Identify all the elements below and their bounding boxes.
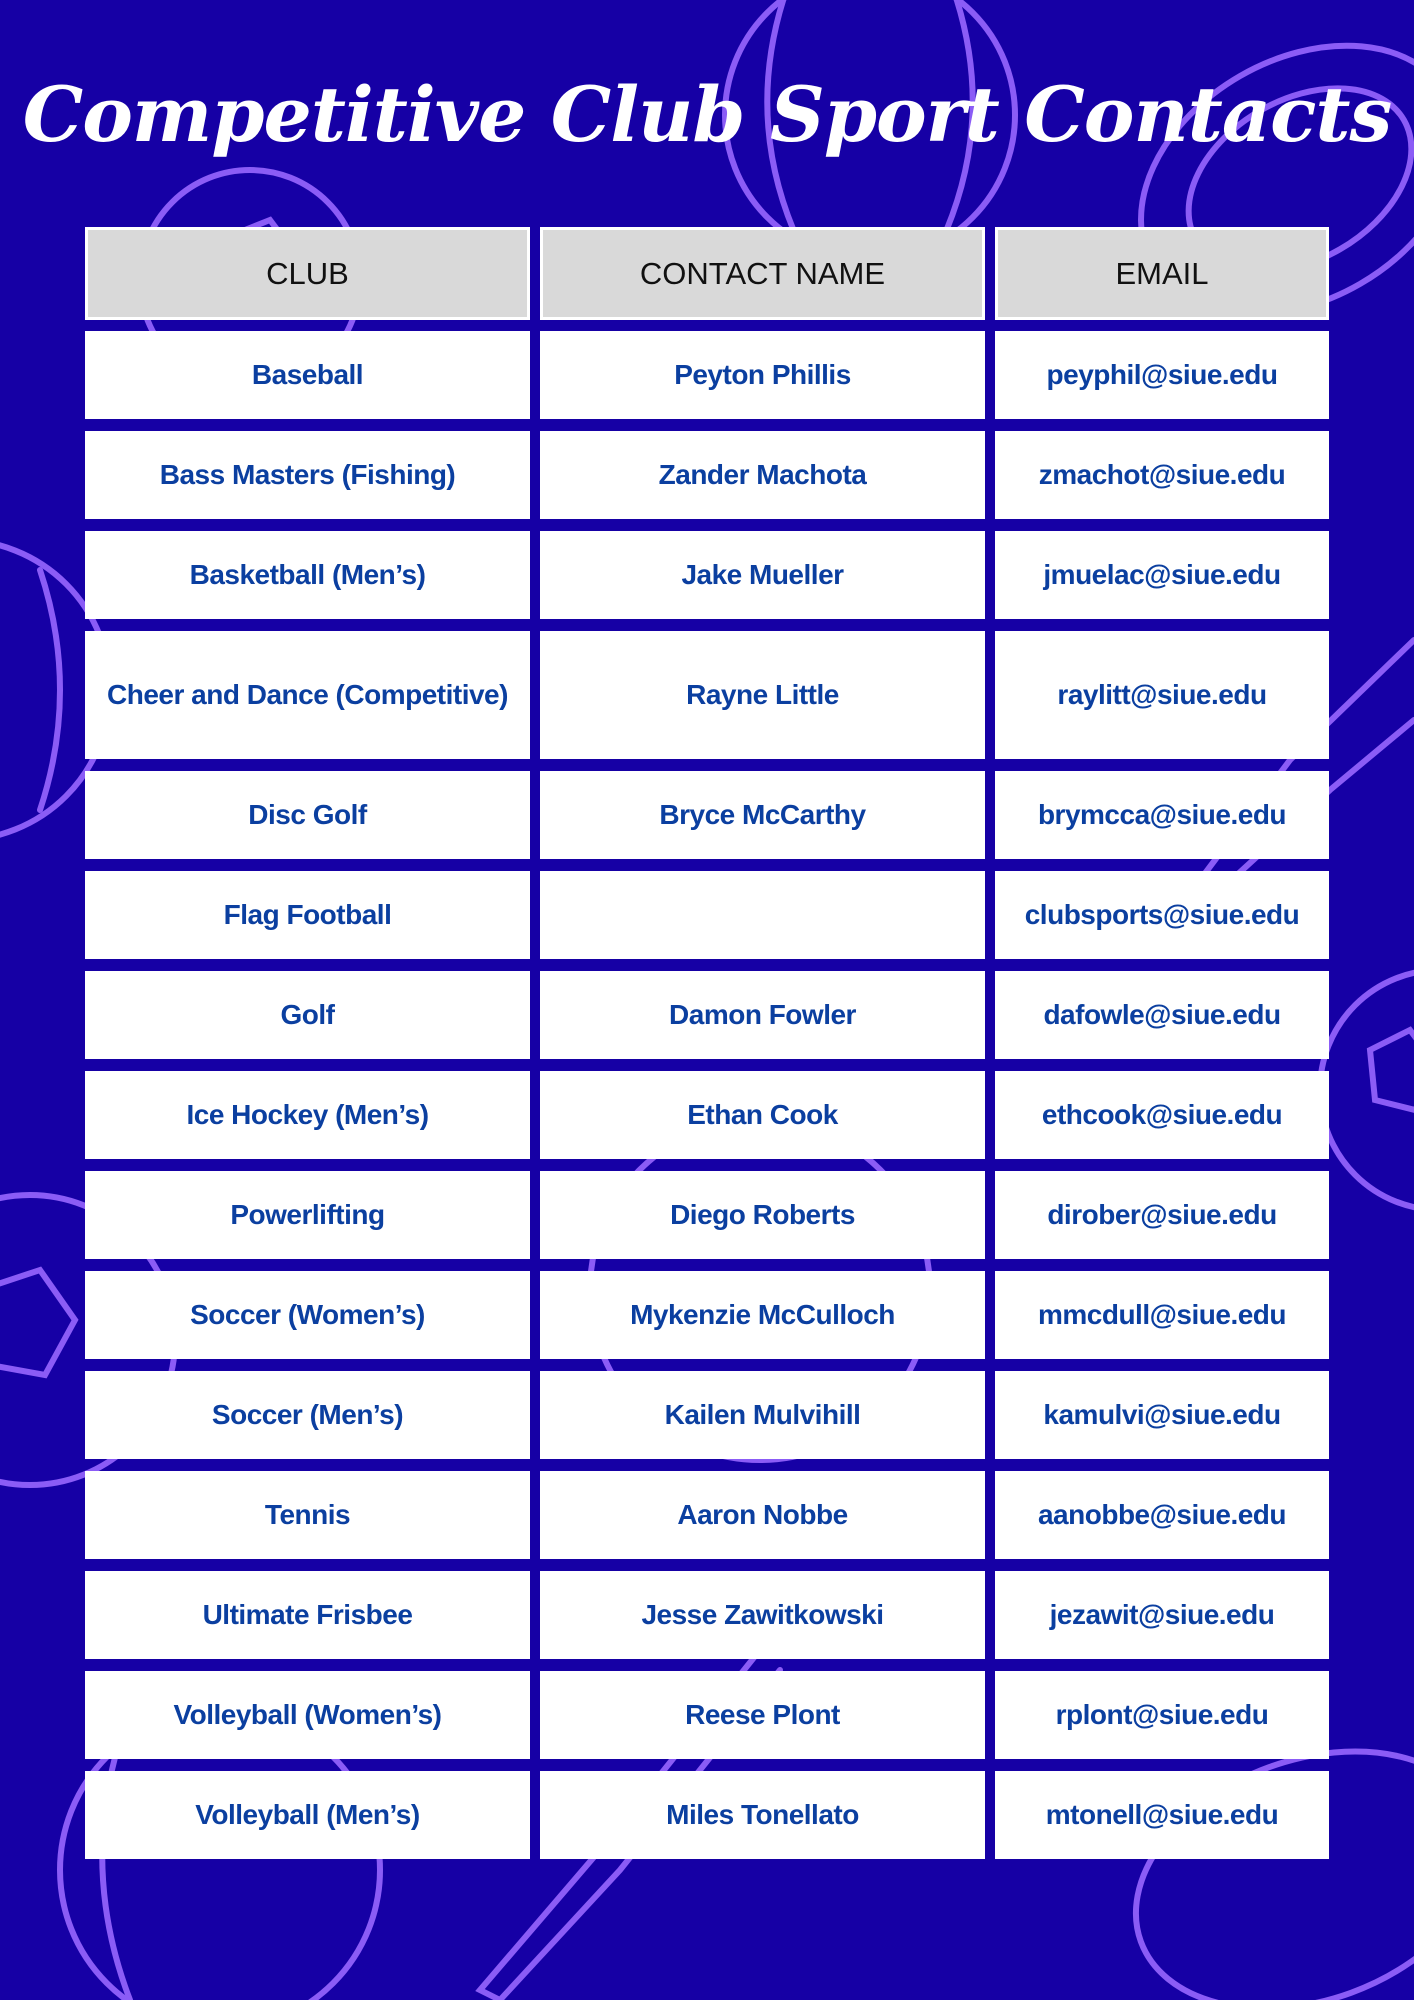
contact-name-cell: Miles Tonellato — [540, 1771, 985, 1859]
table-row — [85, 771, 1329, 859]
header-club: CLUB — [85, 227, 530, 320]
club-cell: Flag Football — [85, 871, 530, 959]
table-row — [85, 1371, 1329, 1459]
club-cell: Volleyball (Women’s) — [85, 1671, 530, 1759]
club-cell: Ultimate Frisbee — [85, 1571, 530, 1659]
soccer-ball-icon — [1320, 970, 1414, 1210]
contact-name-cell: Damon Fowler — [540, 971, 985, 1059]
table-row — [85, 971, 1329, 1059]
table-row — [85, 871, 1329, 959]
table-row — [85, 431, 1329, 519]
table-row — [85, 531, 1329, 619]
email-cell: raylitt@siue.edu — [995, 631, 1329, 759]
contact-name-cell: Kailen Mulvihill — [540, 1371, 985, 1459]
club-cell: Tennis — [85, 1471, 530, 1559]
email-cell: dafowle@siue.edu — [995, 971, 1329, 1059]
contact-name-cell: Jesse Zawitkowski — [540, 1571, 985, 1659]
table-row — [85, 1571, 1329, 1659]
table-row — [85, 1071, 1329, 1159]
table-header-row — [85, 227, 1329, 320]
club-cell: Soccer (Men’s) — [85, 1371, 530, 1459]
contact-name-cell: Rayne Little — [540, 631, 985, 759]
email-cell: jmuelac@siue.edu — [995, 531, 1329, 619]
email-cell: jezawit@siue.edu — [995, 1571, 1329, 1659]
email-cell: zmachot@siue.edu — [995, 431, 1329, 519]
email-cell: aanobbe@siue.edu — [995, 1471, 1329, 1559]
email-cell: rplont@siue.edu — [995, 1671, 1329, 1759]
contact-name-cell — [540, 871, 985, 959]
page-title: Competitive Club Sport Contacts — [22, 70, 1392, 159]
club-cell: Soccer (Women’s) — [85, 1271, 530, 1359]
email-cell: clubsports@siue.edu — [995, 871, 1329, 959]
club-cell: Basketball (Men’s) — [85, 531, 530, 619]
club-cell: Bass Masters (Fishing) — [85, 431, 530, 519]
club-cell: Volleyball (Men’s) — [85, 1771, 530, 1859]
contact-name-cell: Diego Roberts — [540, 1171, 985, 1259]
table-row — [85, 631, 1329, 759]
table-row — [85, 1271, 1329, 1359]
header-contact-name: CONTACT NAME — [540, 227, 985, 320]
email-cell: brymcca@siue.edu — [995, 771, 1329, 859]
contact-name-cell: Mykenzie McCulloch — [540, 1271, 985, 1359]
contact-name-cell: Ethan Cook — [540, 1071, 985, 1159]
table-row — [85, 331, 1329, 419]
club-cell: Disc Golf — [85, 771, 530, 859]
email-cell: peyphil@siue.edu — [995, 331, 1329, 419]
contact-name-cell: Zander Machota — [540, 431, 985, 519]
contact-name-cell: Bryce McCarthy — [540, 771, 985, 859]
contact-name-cell: Reese Plont — [540, 1671, 985, 1759]
email-cell: ethcook@siue.edu — [995, 1071, 1329, 1159]
table-row — [85, 1771, 1329, 1859]
contact-name-cell: Aaron Nobbe — [540, 1471, 985, 1559]
email-cell: dirober@siue.edu — [995, 1171, 1329, 1259]
club-cell: Cheer and Dance (Competitive) — [85, 631, 530, 759]
table-row — [85, 1471, 1329, 1559]
table-row — [85, 1171, 1329, 1259]
club-cell: Golf — [85, 971, 530, 1059]
club-cell: Baseball — [85, 331, 530, 419]
club-cell: Ice Hockey (Men’s) — [85, 1071, 530, 1159]
club-cell: Powerlifting — [85, 1171, 530, 1259]
email-cell: kamulvi@siue.edu — [995, 1371, 1329, 1459]
header-email: EMAIL — [995, 227, 1329, 320]
email-cell: mtonell@siue.edu — [995, 1771, 1329, 1859]
contact-name-cell: Jake Mueller — [540, 531, 985, 619]
email-cell: mmcdull@siue.edu — [995, 1271, 1329, 1359]
contact-name-cell: Peyton Phillis — [540, 331, 985, 419]
table-row — [85, 1671, 1329, 1759]
